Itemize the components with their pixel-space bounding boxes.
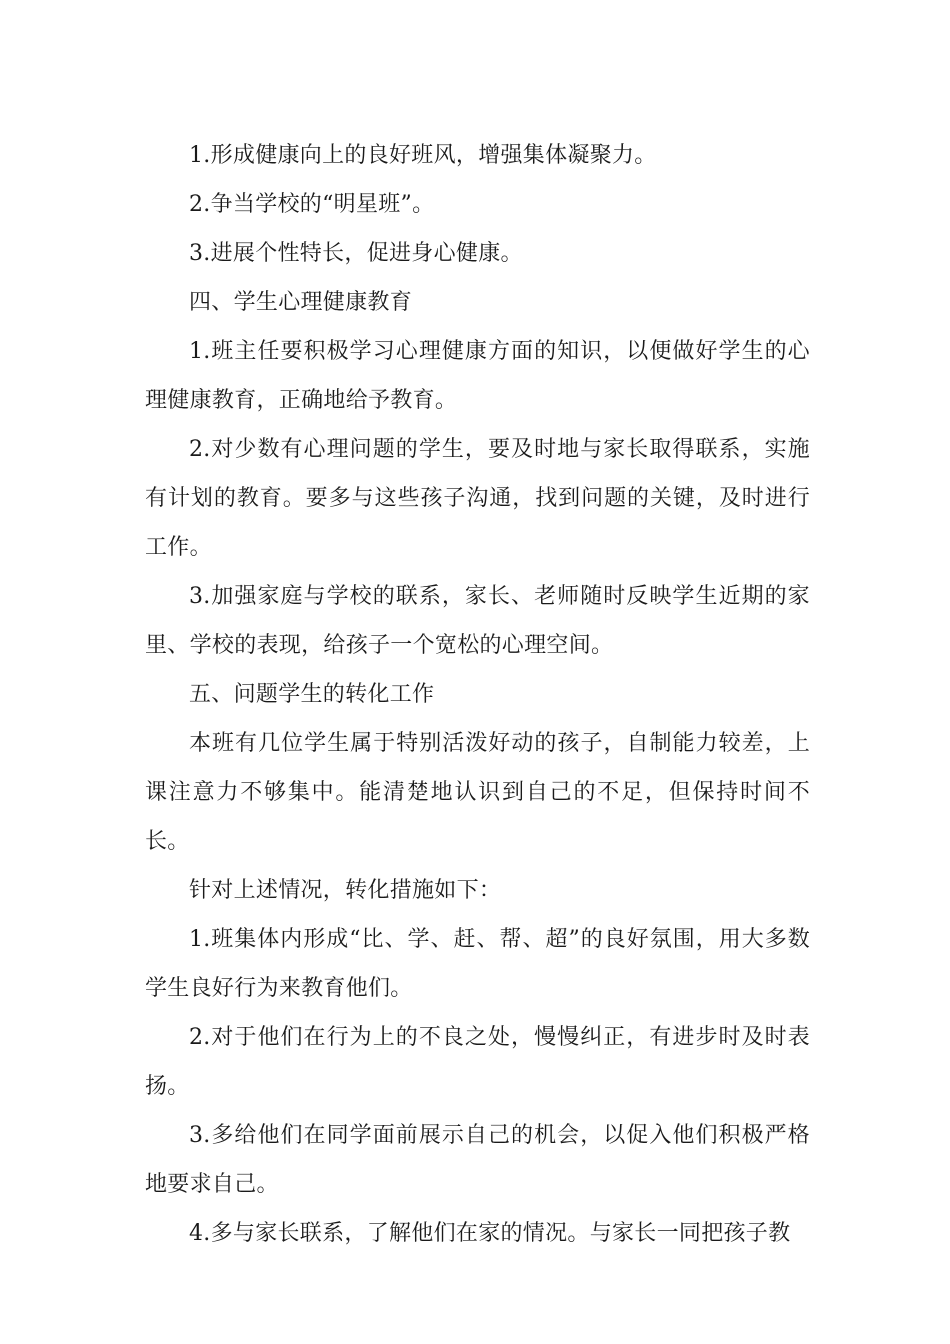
paragraph: 4.多与家长联系，了解他们在家的情况。与家长一同把孩子教 [189, 1221, 791, 1246]
paragraph: 2.争当学校的“明星班”。 [189, 192, 435, 217]
paragraph: 本班有几位学生属于特别活泼好动的孩子，自制能力较差，上课注意力不够集中。能清楚地认识到自己的不足，但保持时间不长。 [145, 731, 810, 854]
paragraph: 3.多给他们在同学面前展示自己的机会，以促入他们积极严格地要求自己。 [145, 1123, 810, 1197]
section-heading: 五、问题学生的转化工作 [189, 682, 435, 707]
document-body [145, 131, 810, 1258]
paragraph: 2.对少数有心理问题的学生，要及时地与家长取得联系，实施有计划的教育。要多与这些孩子沟通，找到问题的关键，及时进行工作。 [145, 437, 810, 560]
paragraph: 1.班主任要积极学习心理健康方面的知识，以便做好学生的心理健康教育，正确地给予教育。 [145, 339, 810, 413]
paragraph: 1.形成健康向上的良好班风，增强集体凝聚力。 [189, 143, 657, 168]
paragraph: 3.加强家庭与学校的联系，家长、老师随时反映学生近期的家里、学校的表现，给孩子一个宽松的心理空间。 [145, 584, 810, 658]
paragraph: 3.进展个性特长，促进身心健康。 [189, 241, 523, 266]
paragraph: 针对上述情况，转化措施如下： [189, 878, 502, 903]
paragraph: 2.对于他们在行为上的不良之处，慢慢纠正，有进步时及时表扬。 [145, 1025, 810, 1099]
section-heading: 四、学生心理健康教育 [189, 290, 413, 315]
paragraph: 1.班集体内形成“比、学、赶、帮、超”的良好氛围，用大多数学生良好行为来教育他们。 [145, 927, 810, 1001]
